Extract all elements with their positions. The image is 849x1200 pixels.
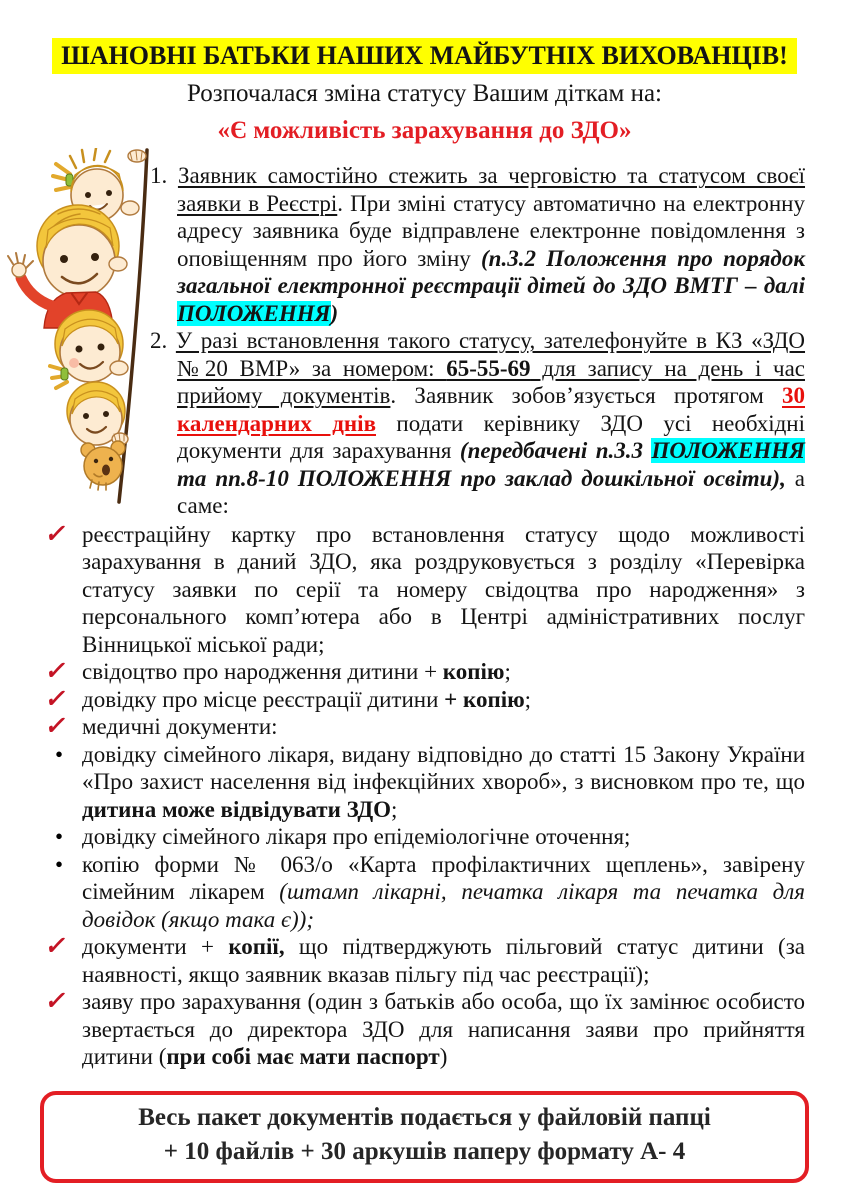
item-text: медичні документи: [82, 714, 278, 739]
documents-list [45, 521, 805, 1071]
status-line: «Є можливість зарахування до ЗДО» [217, 117, 632, 144]
item-text: заяву про зарахування (один з батьків або особа, що їх замінює особисто звертається до директора ЗДО для написання заяви про прийняття дитини (при собі має мати паспорт) [82, 989, 805, 1069]
checkmark-icon: ✓ [43, 988, 70, 1015]
list-item [45, 933, 805, 988]
header [0, 0, 849, 146]
kid-4 [67, 382, 128, 445]
item-text: У разі встановлення такого статусу, зателефонуйте в КЗ «ЗДО №20 ВМР» за номером: 65-55-69 для запису на день і час прийому документів. Заявник зобов’язується протягом 30 календарних днів подати керівнику ЗДО усі необхідні документи для зарахування (передбачені п.3.3 ПОЛОЖЕННЯ та пп.8-10 ПОЛОЖЕННЯ про заклад дошкільної освіти), а саме: [175, 328, 806, 518]
checkmark-icon: ✓ [43, 520, 70, 548]
bullet-icon: • [55, 741, 64, 767]
teddy-bear [81, 441, 125, 490]
list-item [45, 851, 805, 934]
item-number: 2. [150, 328, 168, 353]
checkmark-icon: ✓ [43, 713, 70, 740]
footer-line-2: + 10 файлів + 30 аркушів паперу формату А- 4 [163, 1137, 686, 1165]
checkmark-icon: ✓ [43, 685, 70, 713]
list-item [45, 741, 805, 824]
list-item [45, 521, 805, 659]
item-number: 1. [150, 163, 168, 188]
footer-note-box [40, 1091, 809, 1183]
item-text: реєстраційну картку про встановлення статусу щодо можливості зарахування в даний ЗДО, яка роздруковується з розділу «Перевірка статусу заявки по серії та номеру свідоцтва про народження» з персонального комп’ютера або в Центрі адміністративних послуг Вінницької міської ради; [82, 521, 805, 657]
item-text: свідоцтво про народження дитини + копію; [82, 659, 511, 684]
item-text: довідку про місце реєстрації дитини + копію; [82, 686, 532, 712]
list-item [45, 823, 805, 851]
list-item [45, 686, 805, 714]
children-peeking-illustration [6, 148, 158, 513]
numbered-list [150, 162, 805, 520]
kid-2 [8, 205, 127, 328]
item-text: довідку сімейного лікаря про епідеміологічне оточення; [82, 824, 631, 849]
checkmark-icon: ✓ [43, 658, 70, 685]
item-text: Заявник самостійно стежить за черговістю та статусом своєї заявки в Реєстрі. При зміні статусу автоматично на електронну адресу заявника буде відправлене електронне повідомлення з оповіщенням про його зміну (п.3.2 Положення про порядок загальної електронної реєстрації дітей до ЗДО ВМТГ – далі ПОЛОЖЕННЯ) [177, 163, 806, 326]
numbered-item-2 [150, 327, 805, 520]
subtitle: Розпочалася зміна статусу Вашим діткам на: [186, 80, 662, 107]
bullet-icon: • [55, 851, 64, 877]
footer-line-1: Весь пакет документів подається у файловій папці [138, 1103, 711, 1131]
page-title: ШАНОВНІ БАТЬКИ НАШИХ МАЙБУТНІХ ВИХОВАНЦІВ! [52, 38, 797, 74]
list-item [45, 658, 805, 686]
checkmark-icon: ✓ [43, 933, 70, 960]
item-text: копію форми № 063/о «Карта профілактичних щеплень», завірену сімейним лікарем (штамп лікарні, печатка лікаря та печатка для довідок (якщо така є)); [82, 851, 805, 932]
list-item [45, 713, 805, 741]
item-text: довідку сімейного лікаря, видану відповідно до статті 15 Закону України «Про захист населення від інфекційних хвороб», з висновком про те, що дитина може відвідувати ЗДО; [82, 741, 805, 822]
numbered-item-1 [150, 162, 805, 327]
item-text: документи + копії, що підтверджують пільговий статус дитини (за наявності, якщо заявник вказав пільгу під час реєстрації); [82, 934, 805, 987]
bullet-icon: • [55, 824, 64, 849]
list-item [45, 988, 805, 1071]
